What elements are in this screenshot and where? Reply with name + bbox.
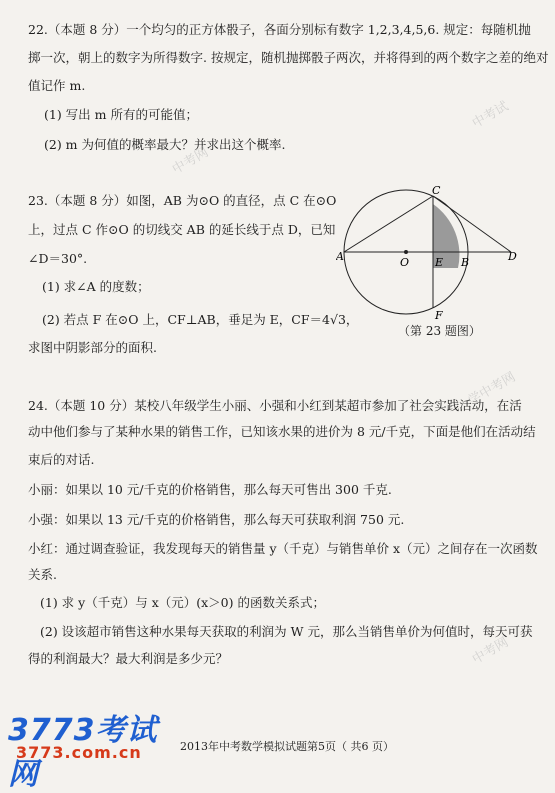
q24-line1: 24.（本题 10 分）某校八年级学生小丽、小强和小红到某超市参加了社会实践活动，在活 xyxy=(28,398,522,413)
q24-sub2: (2) 设该超市销售这种水果每天获取的利润为 W 元，那么当销售单价为何值时，每天可获 xyxy=(40,624,533,639)
label-o: O xyxy=(400,256,410,269)
center-point xyxy=(404,250,408,254)
q23-sub2: (2) 若点 F 在⊙O 上，CF⊥AB，垂足为 E，CF＝4√3， xyxy=(42,312,359,327)
label-c: C xyxy=(432,186,441,197)
page-footer: 2013年中考数学模拟试题第5页（ 共6 页） xyxy=(180,740,394,753)
q24-xiaoqiang: 小强：如果以 13 元/千克的价格销售，那么每天可获取利润 750 元. xyxy=(28,512,405,527)
q22-line1: 22.（本题 8 分）一个均匀的正方体骰子，各面分别标有数字 1,2,3,4,5,6. 规定：每随机抛 xyxy=(28,22,531,37)
label-b: B xyxy=(461,256,470,269)
q24-xiaohong1: 小红：通过调查验证，我发现每天的销售量 y（千克）与销售单价 x（元）之间存在一次函数 xyxy=(28,541,538,556)
q24-sub3: 得的利润最大？最大利润是多少元？ xyxy=(28,651,229,666)
q24-xiaohong2: 关系. xyxy=(28,567,57,582)
q24-line2: 动中他们参与了某种水果的销售工作，已知该水果的进价为 8 元/千克，下面是他们在活动结 xyxy=(28,424,536,439)
label-a: A xyxy=(336,250,344,263)
q24-xiaoli: 小丽：如果以 10 元/千克的价格销售，那么每天可售出 300 千克. xyxy=(28,482,392,497)
watermark: 中考网 xyxy=(169,144,212,178)
label-f: F xyxy=(435,309,443,322)
q24-line3: 束后的对话. xyxy=(28,452,95,467)
q23-sub1: (1) 求∠A 的度数； xyxy=(42,279,150,294)
logo-main-text: 3773考试网 xyxy=(8,713,158,792)
q22-sub1: (1) 写出 m 所有的可能值； xyxy=(44,107,198,122)
watermark: 学中考网 xyxy=(465,369,519,409)
q23-line2: 上，过点 C 作⊙O 的切线交 AB 的延长线于点 D，已知 xyxy=(28,222,336,237)
q23-sub3: 求图中阴影部分的面积. xyxy=(28,340,157,355)
watermark: 中考网 xyxy=(469,634,512,668)
figure-caption: （第 23 题图） xyxy=(398,324,481,338)
q23-line1: 23.（本题 8 分）如图，AB 为⊙O 的直径，点 C 在⊙O xyxy=(28,193,337,208)
watermark: 中考试 xyxy=(469,98,512,132)
q24-sub1: (1) 求 y（千克）与 x（元）(x＞0) 的函数关系式； xyxy=(40,595,325,610)
q22-sub2: (2) m 为何值的概率最大？并求出这个概率. xyxy=(44,137,286,152)
label-d: D xyxy=(508,250,517,263)
q22-line2: 掷一次，朝上的数字为所得数字. 按规定，随机抛掷骰子两次，并将得到的两个数字之差的绝对 xyxy=(28,50,549,65)
q23-line3: ∠D＝30°. xyxy=(28,251,88,266)
label-e: E xyxy=(435,256,444,269)
site-logo[interactable] xyxy=(8,705,178,792)
logo-sub-text: 3773.com.cn xyxy=(16,743,142,762)
q22-line3: 值记作 m. xyxy=(28,78,86,93)
